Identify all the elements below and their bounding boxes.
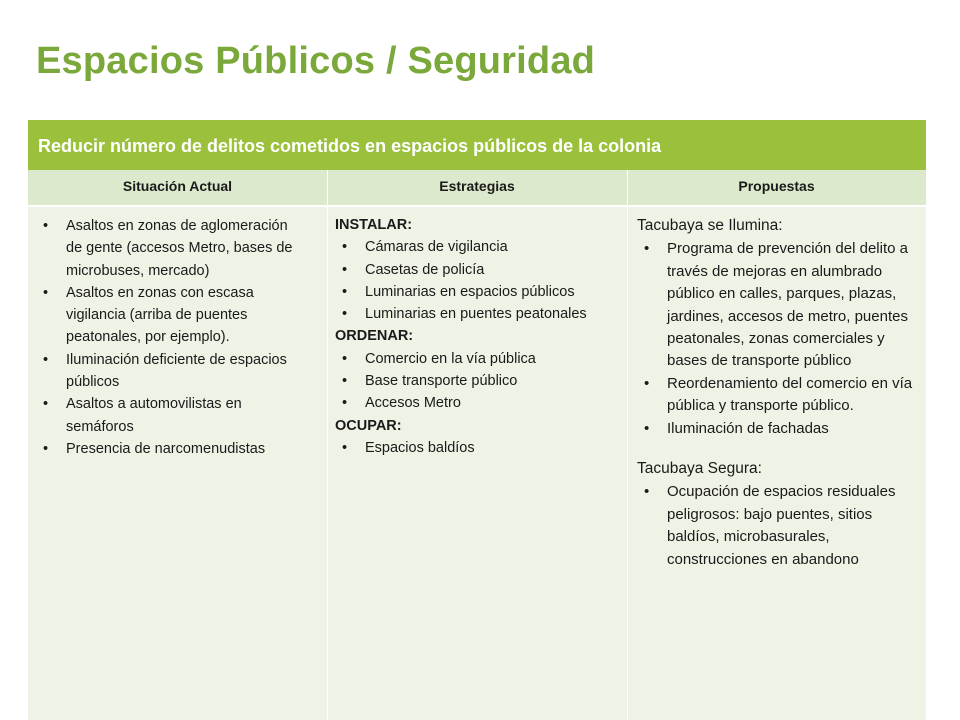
ocupar-list — [335, 437, 619, 459]
situacion-actual-list — [36, 215, 305, 460]
list-item: • Asaltos a automovilistas en semáforos — [36, 393, 305, 438]
list-item: • Casetas de policía — [335, 259, 619, 281]
column-divider — [327, 170, 328, 720]
group-label-instalar: INSTALAR: — [335, 217, 413, 233]
table-body-row — [28, 207, 926, 720]
propuesta-group-ilumina — [637, 215, 918, 440]
list-item: • Programa de prevención del delito a través de mejoras en alumbrado público en calles, parques, plazas, jardines, accesos de metro, puentes peatonales, zonas comerciales y bases de transporte público — [637, 238, 918, 372]
table-header-row — [28, 170, 926, 207]
list-item: • Accesos Metro — [335, 392, 619, 414]
list-item: • Luminarias en espacios públicos — [335, 281, 619, 303]
list-item: • Luminarias en puentes peatonales — [335, 303, 619, 325]
propuestas-cell — [627, 207, 926, 720]
group-label-ilumina: Tacubaya se Ilumina: — [637, 217, 783, 234]
list-item: • Cámaras de vigilancia — [335, 236, 619, 258]
situacion-actual-cell — [28, 207, 327, 720]
list-item: • Comercio en la vía pública — [335, 348, 619, 370]
header-propuestas: Propuestas — [738, 178, 815, 194]
group-label-segura: Tacubaya Segura: — [637, 460, 762, 478]
list-item: • Reordenamiento del comercio en vía pública y transporte público. — [637, 373, 918, 418]
group-label-ordenar: ORDENAR: — [335, 328, 414, 345]
table-banner: Reducir número de delitos cometidos en espacios públicos de la colonia — [28, 120, 926, 170]
column-divider — [627, 170, 628, 720]
list-item: • Asaltos en zonas de aglomeración de gente (accesos Metro, bases de microbuses, mercado) — [36, 215, 305, 282]
list-item: • Espacios baldíos — [335, 437, 619, 459]
propuesta-group-segura — [637, 458, 918, 571]
list-item: • Iluminación deficiente de espacios públicos — [36, 349, 305, 394]
strategy-table — [28, 120, 926, 720]
list-item: • Presencia de narcomenudistas — [36, 438, 305, 460]
ordenar-list — [335, 348, 619, 415]
header-situacion-actual: Situación Actual — [122, 178, 233, 194]
ilumina-list — [637, 238, 918, 440]
slide-title: Espacios Públicos / Seguridad — [36, 40, 596, 82]
group-label-ocupar: OCUPAR: — [335, 417, 402, 434]
segura-list — [637, 481, 918, 571]
list-item: • Ocupación de espacios residuales peligrosos: bajo puentes, sitios baldíos, microbasurales, construcciones en abandono — [637, 481, 918, 571]
instalar-list — [335, 236, 619, 325]
header-estrategias: Estrategias — [439, 178, 515, 194]
estrategias-cell — [327, 207, 627, 720]
list-item: • Iluminación de fachadas — [637, 418, 918, 440]
list-item: • Asaltos en zonas con escasa vigilancia (arriba de puentes peatonales, por ejemplo). — [36, 282, 305, 349]
list-item: • Base transporte público — [335, 370, 619, 392]
